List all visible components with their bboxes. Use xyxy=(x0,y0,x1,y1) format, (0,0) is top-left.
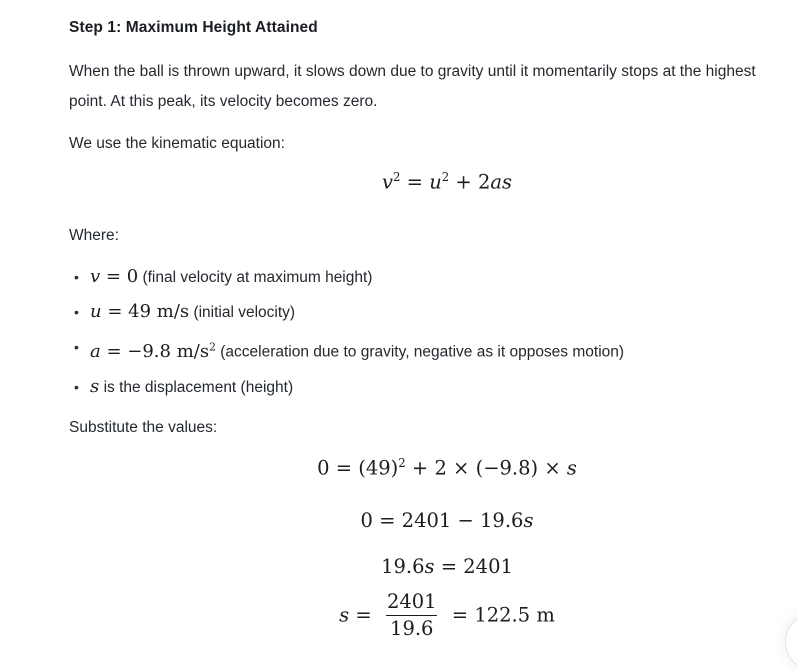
step-heading: Step 1: Maximum Height Attained xyxy=(69,19,318,36)
math-v: v = 0 xyxy=(90,266,139,287)
kinematic-equation: $v^2 = u^2 + 2as$ xyxy=(381,170,512,194)
rearranged-equation: 19.6s = 2401 xyxy=(381,555,513,578)
result-equation: s = $\frac{2401}{19.6}$ = 122.5 m xyxy=(339,590,555,641)
substitute-lead-text: Substitute the values: xyxy=(69,419,218,436)
intro-paragraph: When the ball is thrown upward, it slows down due to gravity until it momentarily stops at the highest point. At this peak, its velocity becomes zero. xyxy=(69,63,756,110)
list-item-a xyxy=(69,332,775,368)
list-item-u xyxy=(69,297,775,328)
where-label: Where: xyxy=(69,227,119,244)
list-item-text: (final velocity at maximum height) xyxy=(142,269,373,286)
math-a: a = −9.8 $m/s^2$ xyxy=(90,340,216,362)
variable-definitions-list xyxy=(69,262,775,407)
math-s: s xyxy=(90,375,100,397)
list-item-s xyxy=(69,372,775,403)
list-item-text: is the displacement (height) xyxy=(103,378,294,396)
equation-lead-text: We use the kinematic equation: xyxy=(69,135,285,152)
math-u: u = 49 m/s xyxy=(90,301,190,322)
list-item-text: (initial velocity) xyxy=(193,304,296,321)
list-item-text: (acceleration due to gravity, negative as it opposes motion) xyxy=(220,343,625,361)
substituted-equation: $0 = (49)^2 + 2 \times (-9.8) \times s$ xyxy=(317,456,577,480)
list-item-v xyxy=(69,262,775,293)
simplified-equation: 0 = 2401 − 19.6s xyxy=(360,509,534,532)
